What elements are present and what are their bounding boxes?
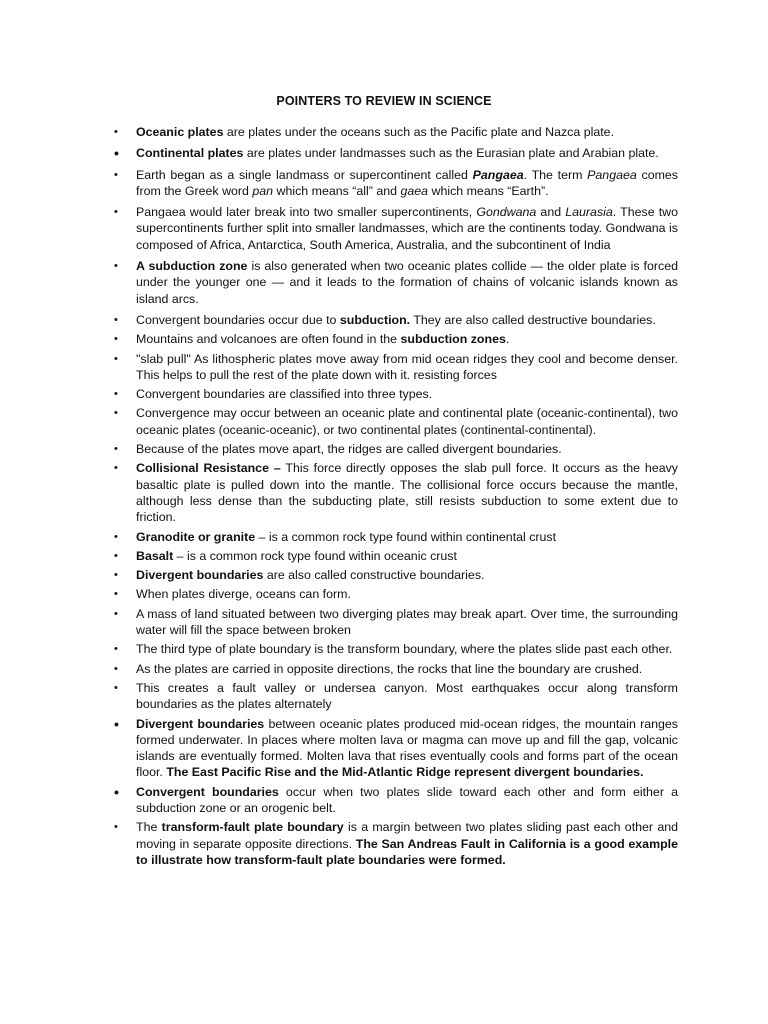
text-run: which means “Earth”. — [428, 183, 549, 198]
list-item-text — [136, 819, 678, 868]
list-item-text — [136, 258, 678, 307]
text-run: When plates diverge, oceans can form. — [136, 587, 351, 602]
bullet-icon: • — [114, 681, 118, 694]
text-run: is also generated when two oceanic plates collide — the older plate is forced under the younger one — and it leads to the formation of chains of volcanic islands known as island arcs. — [136, 259, 678, 306]
bullet-icon: • — [114, 588, 118, 601]
text-run: is a margin between two plates sliding past each other and moving in separate opposite directions. — [136, 820, 678, 851]
text-run: Laurasia — [565, 205, 613, 220]
list-item — [108, 460, 678, 525]
list-item-text — [136, 312, 678, 328]
list-item-text — [136, 680, 678, 713]
text-run: Pangaea — [472, 167, 524, 182]
list-item-text — [136, 204, 678, 253]
list-item-text — [136, 460, 678, 525]
list-item-text — [136, 586, 678, 602]
bullet-icon: • — [114, 549, 118, 562]
list-item-text — [136, 167, 678, 200]
bullet-icon: • — [114, 462, 118, 475]
bullet-icon: • — [114, 643, 118, 656]
list-item-text — [136, 124, 678, 140]
text-run: are plates under the oceans such as the Pacific plate and Nazca plate. — [223, 125, 615, 139]
list-item-text — [136, 661, 678, 677]
list-item — [108, 331, 678, 347]
list-item — [108, 145, 678, 161]
bullet-icon: • — [114, 662, 118, 675]
list-item — [108, 548, 678, 564]
list-item — [108, 204, 678, 253]
bullet-list — [108, 124, 678, 871]
list-item — [108, 529, 678, 545]
text-run: The — [136, 820, 162, 835]
text-run: Pangaea — [587, 167, 637, 182]
text-run: Basalt — [136, 548, 174, 563]
text-run: Divergent boundaries — [136, 568, 264, 583]
text-run: Continental plates — [136, 146, 244, 161]
list-item — [108, 606, 678, 639]
text-run: subduction. — [339, 312, 411, 327]
list-item — [108, 124, 678, 140]
list-item — [108, 716, 678, 781]
text-run: . These two supercontinents further split into smaller landmasses, which are the continents today. Gondwana is composed of Africa, Antarctica, South America, Australia, and the subcontinent of India — [136, 205, 679, 252]
list-item — [108, 784, 678, 817]
list-item-text — [136, 548, 678, 564]
list-item — [108, 441, 678, 457]
bullet-icon: • — [114, 352, 118, 365]
list-item-text — [136, 784, 678, 817]
text-run: This creates a fault valley or undersea canyon. Most earthquakes occur along transform boundaries as the plates alternately — [136, 680, 678, 712]
list-item — [108, 586, 678, 602]
text-run: Convergent boundaries — [136, 784, 279, 799]
list-item-text — [136, 145, 678, 161]
list-item — [108, 258, 678, 307]
text-run: subduction zones — [400, 332, 506, 347]
text-run: . — [505, 332, 510, 347]
list-item-text — [136, 606, 678, 639]
text-run: Pangaea would later break into two smaller supercontinents, — [136, 205, 477, 220]
text-run: The San Andreas Fault in California is a good example to illustrate how transform-fault plate boundaries were formed. — [136, 836, 678, 867]
bullet-icon: • — [114, 407, 118, 420]
text-run: They are also called destructive boundaries. — [410, 312, 656, 327]
text-run: As the plates are carried in opposite directions, the rocks that line the boundary are crushed. — [136, 661, 643, 676]
bullet-icon: • — [114, 260, 118, 273]
list-item — [108, 567, 678, 583]
list-item-text — [136, 331, 678, 347]
list-item-text — [136, 567, 678, 583]
page-title: POINTERS TO REVIEW IN SCIENCE — [276, 94, 492, 108]
text-run: The third type of plate boundary is the transform boundary, where the plates slide past each other. — [136, 642, 673, 657]
bullet-icon: • — [114, 530, 118, 543]
list-item-text — [136, 529, 678, 545]
list-item — [108, 312, 678, 328]
bullet-icon: • — [114, 783, 119, 800]
bullet-icon: • — [114, 443, 118, 456]
bullet-icon: • — [114, 607, 118, 620]
list-item — [108, 351, 678, 384]
bullet-icon: • — [114, 569, 118, 582]
bullet-icon: • — [114, 715, 119, 732]
bullet-icon: • — [114, 206, 118, 219]
text-run: transform-fault plate boundary — [161, 820, 344, 835]
bullet-icon: • — [114, 333, 118, 346]
list-item — [108, 661, 678, 677]
list-item-text — [136, 405, 678, 438]
list-item — [108, 641, 678, 657]
list-item — [108, 405, 678, 438]
text-run: comes from the Greek word — [136, 167, 679, 198]
text-run: are plates under landmasses such as the Eurasian plate and Arabian plate. — [243, 146, 659, 161]
text-run: . The term — [523, 167, 588, 182]
text-run: between oceanic plates produced mid-ocean ridges, the mountain ranges formed underwater. In places where molten lava or magma can move up and fill the gap, volcanic islands are eventually formed. Molten lava that rises eventually cools and forms part of the ocean floor. — [136, 716, 678, 780]
text-run: occur when two plates slide toward each other and form either a subduction zone or an orogenic belt. — [136, 784, 678, 815]
text-run: pan — [252, 183, 274, 198]
list-item-text — [136, 351, 678, 384]
text-run: and — [536, 205, 566, 220]
text-run: A mass of land situated between two diverging plates may break apart. Over time, the surrounding water will fill the space between broken — [136, 606, 678, 638]
text-run: Granodite or granite — [136, 529, 256, 544]
list-item-text — [136, 386, 678, 402]
text-run: – is a common rock type found within oceanic crust — [173, 548, 457, 563]
text-run: which means “all” and — [273, 183, 401, 198]
bullet-icon: • — [114, 388, 118, 401]
bullet-icon: • — [114, 168, 118, 181]
text-run: A subduction zone — [136, 259, 248, 274]
bullet-icon: • — [114, 821, 118, 834]
text-run: Because of the plates move apart, the ridges are called divergent boundaries. — [136, 442, 562, 457]
text-run: Convergent boundaries occur due to — [136, 312, 340, 327]
list-item — [108, 680, 678, 713]
text-run: This force directly opposes the slab pull force. It occurs as the heavy basaltic plate is pulled down into the mantle. The collisional force occurs because the mantle, although less dense than the subducting plate, still resists subduction to some extent due to friction. — [136, 461, 678, 525]
text-run: Oceanic plates — [136, 125, 224, 139]
list-item — [108, 167, 678, 200]
text-run: "slab pull" As lithospheric plates move away from mid ocean ridges they cool and become denser. This helps to pull the rest of the plate down with it. resisting forces — [136, 351, 678, 382]
text-run: Mountains and volcanoes are often found in the — [136, 332, 401, 347]
list-item-text — [136, 716, 678, 781]
bullet-icon: • — [114, 145, 119, 162]
text-run: Earth began as a single landmass or supercontinent called — [136, 167, 473, 182]
list-item-text — [136, 641, 678, 657]
list-item — [108, 386, 678, 402]
text-run: gaea — [400, 183, 429, 198]
text-run: are also called constructive boundaries. — [263, 568, 485, 583]
bullet-icon: • — [114, 313, 118, 326]
text-run: Collisional Resistance – — [136, 461, 281, 476]
text-run: – is a common rock type found within continental crust — [255, 529, 557, 544]
text-run: Convergent boundaries are classified into three types. — [136, 387, 433, 402]
bullet-icon: • — [114, 126, 118, 138]
text-run: The East Pacific Rise and the Mid-Atlantic Ridge represent divergent boundaries. — [166, 765, 644, 780]
list-item — [108, 819, 678, 868]
text-run: Divergent boundaries — [136, 716, 265, 731]
list-item-text — [136, 441, 678, 457]
text-run: Gondwana — [476, 205, 537, 220]
text-run: Convergence may occur between an oceanic plate and continental plate (oceanic-continental), two oceanic plates (oceanic-oceanic), or two continental plates (continental-continental). — [136, 406, 678, 437]
